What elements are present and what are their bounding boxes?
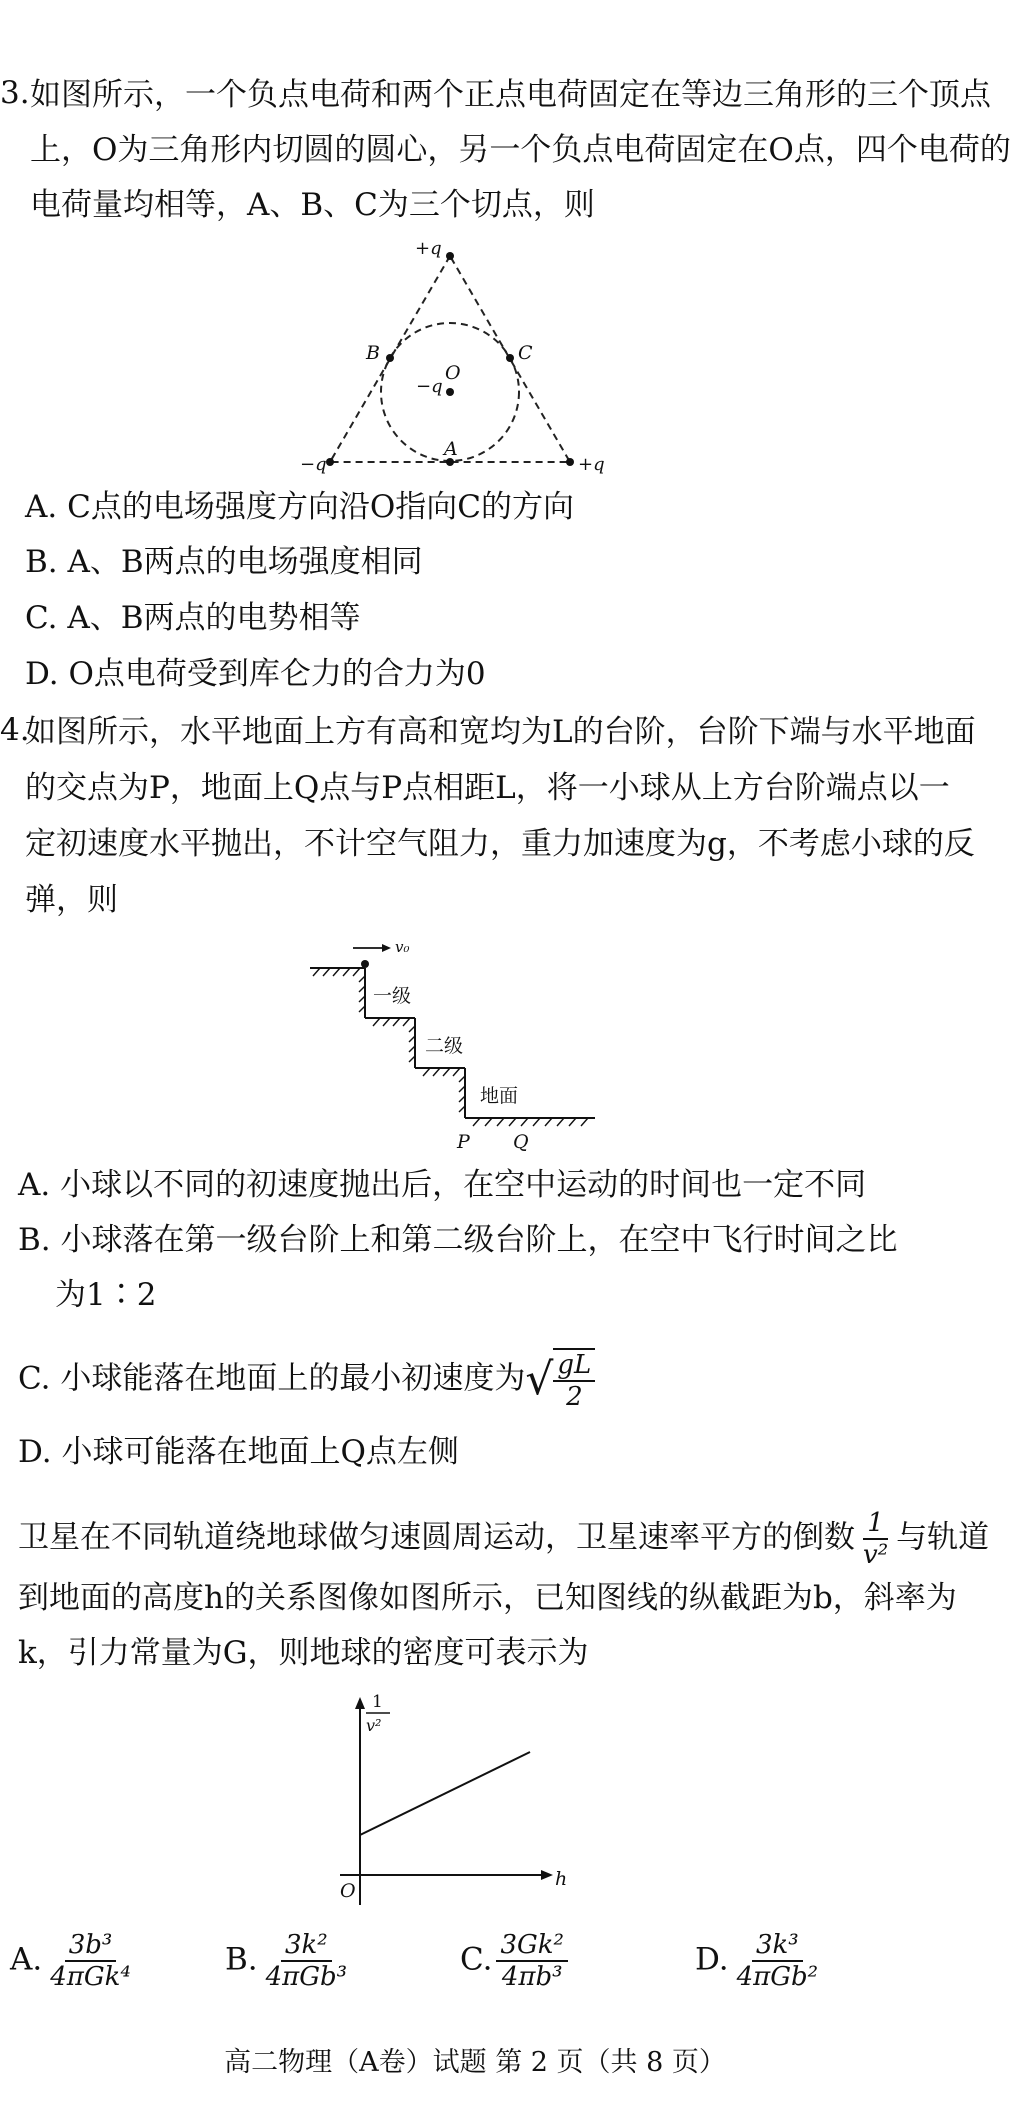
label-left-charge: −q: [300, 454, 327, 475]
question-13-option-a: A. C点的电场强度方向沿O指向C的方向: [25, 489, 574, 525]
label-v0: v₀: [395, 938, 410, 956]
question-13-stem-line1: 如图所示，一个负点电荷和两个正点电荷固定在等边三角形的三个顶点: [30, 77, 991, 113]
origin-label: O: [340, 1880, 356, 1902]
question-14-option-c: [18, 1348, 599, 1412]
staircase-figure: [305, 930, 605, 1155]
question-14-stem-line3: 定初速度水平抛出，不计空气阻力，重力加速度为g，不考虑小球的反: [25, 826, 975, 862]
question-14-option-a: A. 小球以不同的初速度抛出后，在空中运动的时间也一定不同: [18, 1167, 867, 1203]
question-13-stem-line3: 电荷量均相等，A、B、C为三个切点，则: [30, 187, 595, 223]
question-15-stem-line3: k，引力常量为G，则地球的密度可表示为: [18, 1635, 589, 1671]
question-13-option-b: B. A、B两点的电场强度相同: [25, 544, 423, 580]
question-13-option-c: C. A、B两点的电势相等: [25, 600, 361, 636]
question-14-stem-line1: 如图所示，水平地面上方有高和宽均为L的台阶，台阶下端与水平地面: [25, 714, 976, 750]
question-15-stem-line2: 到地面的高度h的关系图像如图所示，已知图线的纵截距为b，斜率为: [18, 1580, 957, 1616]
label-level2: 二级: [425, 1035, 464, 1057]
question-14-stem-line4: 弹，则: [25, 882, 118, 918]
option-c-text: C. 小球能落在地面上的最小初速度为: [18, 1360, 526, 1397]
label-ground: 地面: [480, 1085, 519, 1107]
label-q: Q: [513, 1131, 529, 1153]
y-label-denominator: v²: [366, 1716, 382, 1735]
question-14-stem-line2: 的交点为P，地面上Q点与P点相距L，将一小球从上方台阶端点以一: [25, 770, 950, 806]
page-footer: 高二物理（A卷）试题 第 2 页（共 8 页）: [224, 2047, 726, 2078]
question-13-option-d: D. O点电荷受到库仑力的合力为0: [25, 656, 486, 692]
label-center-charge: −q: [416, 376, 443, 397]
question-15-option-d: D. $\frac{\text{3k³}}{\text{4πGb²}}$: [695, 1930, 819, 1992]
question-14-option-d: D. 小球可能落在地面上Q点左侧: [18, 1434, 459, 1470]
question-15-option-a: A. $\frac{\text{3b³}}{\text{4πGk⁴}}$: [10, 1930, 131, 1992]
question-15-stem-line1: 卫星在不同轨道绕地球做匀速圆周运动，卫星速率平方的倒数 $\frac{1}{\text{v²}}$ 与轨道: [18, 1508, 990, 1570]
label-top-charge: +q: [415, 238, 442, 259]
label-right-charge: +q: [578, 454, 605, 475]
question-13-stem-line2: 上，O为三角形内切圆的圆心，另一个负点电荷固定在O点，四个电荷的: [30, 132, 1011, 168]
inverse-velocity-squared: $\frac{1}{\text{v²}}$: [863, 1508, 889, 1570]
label-level1: 一级: [373, 985, 412, 1007]
sqrt-fraction: $\frac{gL}{2}$: [553, 1348, 595, 1412]
label-o: O: [445, 362, 461, 384]
triangle-charges-figure: [300, 240, 620, 485]
question-14-number: 4.: [0, 712, 30, 748]
x-label: h: [555, 1868, 568, 1890]
label-c: C: [518, 342, 533, 364]
label-a: A: [444, 438, 458, 460]
question-14-option-b-line2: 为1∶2: [55, 1277, 157, 1313]
label-b: B: [366, 342, 380, 364]
question-15-option-c: C. $\frac{\text{3Gk²}}{\text{4πb³}}$: [460, 1930, 572, 1992]
question-15-option-b: B. $\frac{\text{3k²}}{\text{4πGb³}}$: [225, 1930, 348, 1992]
sqrt-sign: √: [525, 1354, 554, 1405]
label-p: P: [457, 1131, 470, 1153]
line-graph-figure: [320, 1685, 580, 1915]
y-label-numerator: 1: [372, 1692, 383, 1712]
question-13-number: 3.: [0, 75, 30, 111]
question-14-option-b-line1: B. 小球落在第一级台阶上和第二级台阶上，在空中飞行时间之比: [18, 1222, 898, 1258]
